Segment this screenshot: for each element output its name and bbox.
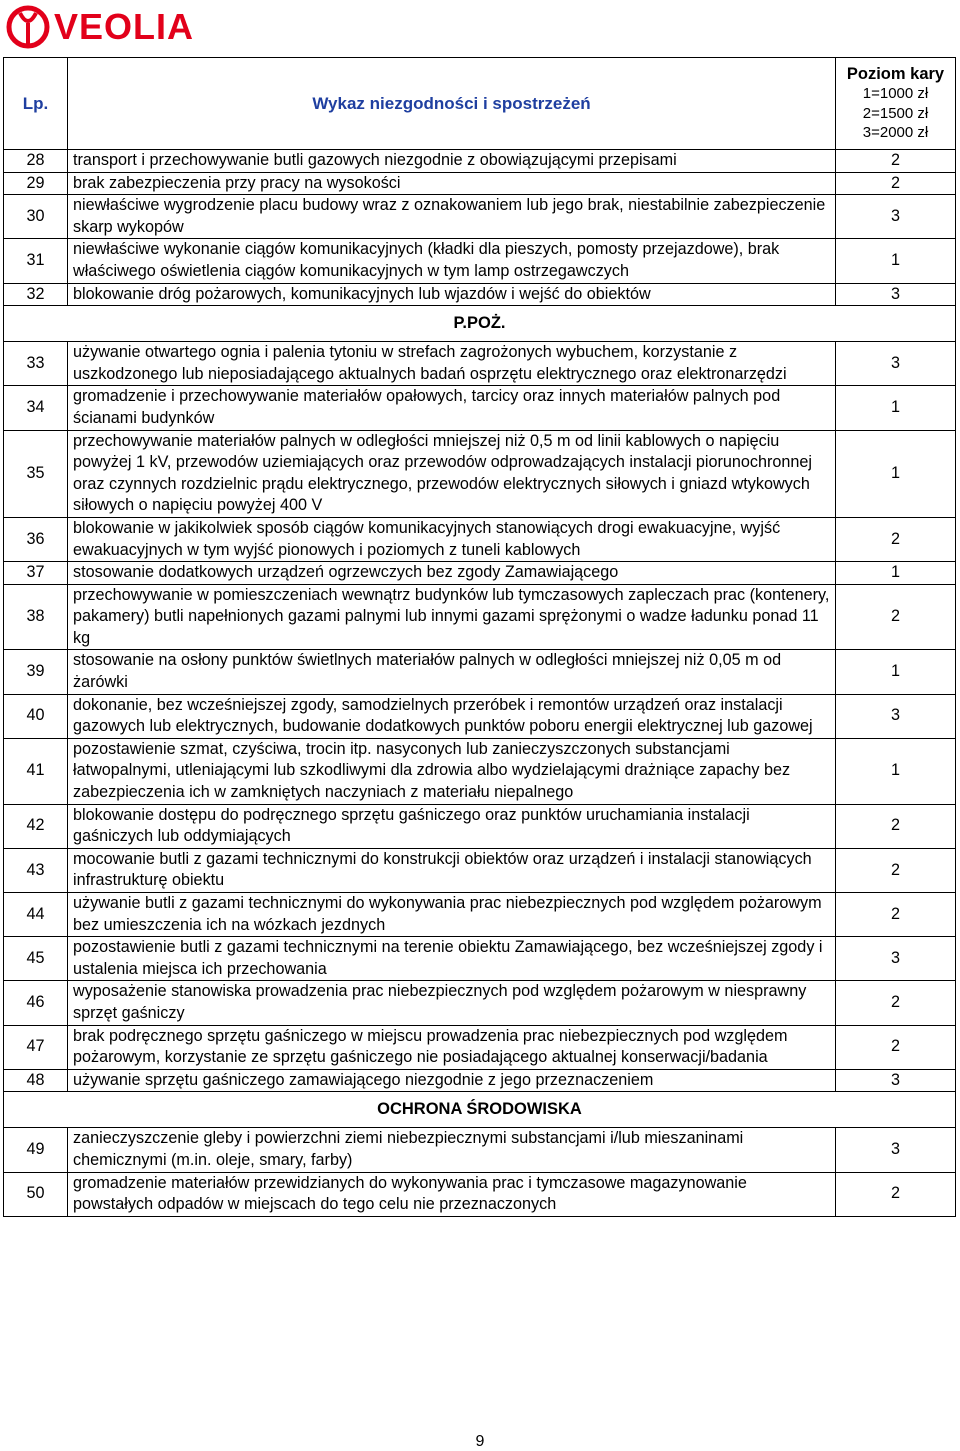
row-number: 41 (4, 738, 68, 804)
row-penalty-level: 1 (836, 650, 956, 694)
table-row (4, 804, 956, 848)
row-description: pozostawienie butli z gazami technicznymi na terenie obiektu Zamawiającego, bez wcześniejszej zgody i ustalenia miejsca ich przechowania (68, 937, 836, 981)
row-penalty-level: 2 (836, 517, 956, 561)
table-row (4, 1128, 956, 1172)
row-penalty-level: 2 (836, 848, 956, 892)
row-penalty-level: 2 (836, 981, 956, 1025)
row-number: 29 (4, 172, 68, 195)
table-row (4, 937, 956, 981)
row-penalty-level: 1 (836, 738, 956, 804)
header-level-title: Poziom kary (846, 65, 945, 84)
row-description: blokowanie w jakikolwiek sposób ciągów komunikacyjnych stanowiących drogi ewakuacyjne, wyjść ewakuacyjnych w tym wyjść pionowych i poziomych z tuneli kablowych (68, 517, 836, 561)
row-number: 30 (4, 195, 68, 239)
row-penalty-level: 3 (836, 1069, 956, 1092)
row-number: 33 (4, 342, 68, 386)
penalties-table (3, 57, 956, 1217)
row-description: transport i przechowywanie butli gazowych niezgodnie z obowiązującymi przepisami (68, 150, 836, 173)
row-description: gromadzenie materiałów przewidzianych do wykonywania prac i tymczasowe magazynowanie powstałych odpadów w miejscach do tego celu nie przeznaczonych (68, 1172, 836, 1216)
row-number: 38 (4, 584, 68, 650)
table-body-general (4, 150, 956, 306)
row-number: 35 (4, 430, 68, 517)
row-penalty-level: 2 (836, 1172, 956, 1216)
table-row (4, 195, 956, 239)
row-description: gromadzenie i przechowywanie materiałów opałowych, tarcicy oraz innych materiałów palnych pod ścianami budynków (68, 386, 836, 430)
table-row (4, 283, 956, 306)
table-body-env (4, 1128, 956, 1216)
row-description: używanie sprzętu gaśniczego zamawiającego niezgodnie z jego przeznaczeniem (68, 1069, 836, 1092)
section-ppoz (4, 306, 956, 342)
row-number: 31 (4, 239, 68, 283)
header-level-1: 1=1000 zł (862, 85, 929, 103)
veolia-logo-text: VEOLIA (54, 6, 195, 47)
section-env (4, 1092, 956, 1128)
row-number: 50 (4, 1172, 68, 1216)
row-description: stosowanie dodatkowych urządzeń ogrzewczych bez zgody Zamawiającego (68, 562, 836, 585)
row-penalty-level: 1 (836, 386, 956, 430)
veolia-logo-icon (6, 5, 50, 49)
row-description: używanie butli z gazami technicznymi do wykonywania prac niebezpiecznych pod względem pożarowym bez umieszczenia ich na wózkach jezdnych (68, 893, 836, 937)
row-description: niewłaściwe wykonanie ciągów komunikacyjnych (kładki dla pieszych, pomosty przejazdowe), brak właściwego oświetlenia ciągów komunikacyjnych w tym lamp ostrzegawczych (68, 239, 836, 283)
row-penalty-level: 2 (836, 893, 956, 937)
row-description: wyposażenie stanowiska prowadzenia prac niebezpiecznych pod względem pożarowym w niesprawny sprzęt gaśniczy (68, 981, 836, 1025)
table-row (4, 650, 956, 694)
row-penalty-level: 2 (836, 172, 956, 195)
row-penalty-level: 1 (836, 562, 956, 585)
row-penalty-level: 2 (836, 1025, 956, 1069)
header-level-2: 2=1500 zł (862, 104, 929, 122)
row-description: niewłaściwe wygrodzenie placu budowy wraz z oznakowaniem lub jego brak, niestabilnie zabezpieczenie skarp wykopów (68, 195, 836, 239)
table-row (4, 150, 956, 173)
table-row (4, 1025, 956, 1069)
row-number: 32 (4, 283, 68, 306)
table-row (4, 342, 956, 386)
row-number: 34 (4, 386, 68, 430)
page-number: 9 (475, 1433, 485, 1450)
header-lp: Lp. (4, 58, 68, 150)
table-row (4, 738, 956, 804)
row-number: 42 (4, 804, 68, 848)
row-description: przechowywanie w pomieszczeniach wewnątrz budynków lub tymczasowych zapleczach prac (kontenery, pakamery) butli napełnionych gazami palnymi lub innymi gazami sprężonymi o wadze ładunku ponad 11 kg (68, 584, 836, 650)
row-description: blokowanie dróg pożarowych, komunikacyjnych lub wjazdów i wejść do obiektów (68, 283, 836, 306)
row-penalty-level: 3 (836, 937, 956, 981)
row-number: 40 (4, 694, 68, 738)
table-row (4, 239, 956, 283)
row-description: pozostawienie szmat, czyściwa, trocin itp. nasyconych lub zanieczyszczonych substancjami łatwopalnymi, utleniającymi lub szkodliwymi dla zdrowia albo wydzielającymi drażniące zapachy bez zabezpieczenia ich w zamkniętych naczyniach z materiału niepalnego (68, 738, 836, 804)
table-header-row (4, 58, 956, 150)
row-description: stosowanie na osłony punktów świetlnych materiałów palnych w odległości mniejszej niż 0,05 m od żarówki (68, 650, 836, 694)
row-penalty-level: 3 (836, 283, 956, 306)
table-row (4, 517, 956, 561)
table-row (4, 172, 956, 195)
row-description: przechowywanie materiałów palnych w odległości mniejszej niż 0,5 m od linii kablowych o napięciu powyżej 1 kV, przewodów uziemiających oraz przewodów odprowadzających instalacji piorunochronnej oraz czynnych rozdzielnic prądu elektrycznego, przewodów elektrycznych siłowych i gniazd wtykowych siłowych o napięciu powyżej 400 V (68, 430, 836, 517)
row-number: 45 (4, 937, 68, 981)
row-penalty-level: 2 (836, 584, 956, 650)
row-penalty-level: 3 (836, 342, 956, 386)
table-row (4, 848, 956, 892)
table-body-ppoz (4, 342, 956, 1092)
section-title-env: OCHRONA ŚRODOWISKA (4, 1092, 956, 1128)
section-title-ppoz: P.POŻ. (4, 306, 956, 342)
table-row (4, 562, 956, 585)
row-number: 39 (4, 650, 68, 694)
row-penalty-level: 3 (836, 1128, 956, 1172)
row-number: 47 (4, 1025, 68, 1069)
row-number: 44 (4, 893, 68, 937)
row-number: 46 (4, 981, 68, 1025)
table-row (4, 1172, 956, 1216)
header-level-3: 3=2000 zł (862, 124, 929, 142)
header-level (836, 58, 956, 150)
table-row (4, 430, 956, 517)
row-penalty-level: 2 (836, 150, 956, 173)
row-number: 37 (4, 562, 68, 585)
row-description: mocowanie butli z gazami technicznymi do konstrukcji obiektów oraz urządzeń i instalacji stanowiących infrastrukturę obiektu (68, 848, 836, 892)
row-penalty-level: 2 (836, 804, 956, 848)
row-description: dokonanie, bez wcześniejszej zgody, samodzielnych przeróbek i remontów urządzeń oraz instalacji gazowych lub elektrycznych, budowanie dodatkowych punktów poboru energii elektrycznej lub gazowej (68, 694, 836, 738)
row-description: blokowanie dostępu do podręcznego sprzętu gaśniczego oraz punktów uruchamiania instalacji gaśniczych lub oddymiających (68, 804, 836, 848)
row-number: 28 (4, 150, 68, 173)
row-penalty-level: 3 (836, 195, 956, 239)
veolia-logo (6, 2, 194, 52)
table-row (4, 584, 956, 650)
row-penalty-level: 1 (836, 430, 956, 517)
row-penalty-level: 1 (836, 239, 956, 283)
table-row (4, 694, 956, 738)
row-number: 36 (4, 517, 68, 561)
row-number: 43 (4, 848, 68, 892)
table-row (4, 893, 956, 937)
row-description: używanie otwartego ognia i palenia tytoniu w strefach zagrożonych wybuchem, korzystanie z uszkodzonego lub nieposiadającego aktualnych badań osprzętu elektrycznego oraz elektronarzędzi (68, 342, 836, 386)
table-row (4, 981, 956, 1025)
row-description: zanieczyszczenie gleby i powierzchni ziemi niebezpiecznymi substancjami i/lub mieszaninami chemicznymi (m.in. oleje, smary, farby) (68, 1128, 836, 1172)
row-number: 49 (4, 1128, 68, 1172)
row-penalty-level: 3 (836, 694, 956, 738)
header-title: Wykaz niezgodności i spostrzeżeń (68, 58, 836, 150)
table-row (4, 386, 956, 430)
table-row (4, 1069, 956, 1092)
row-number: 48 (4, 1069, 68, 1092)
row-description: brak podręcznego sprzętu gaśniczego w miejscu prowadzenia prac niebezpiecznych pod względem pożarowym, korzystanie ze sprzętu gaśniczego nie posiadającego aktualnej konserwacji/badania (68, 1025, 836, 1069)
row-description: brak zabezpieczenia przy pracy na wysokości (68, 172, 836, 195)
